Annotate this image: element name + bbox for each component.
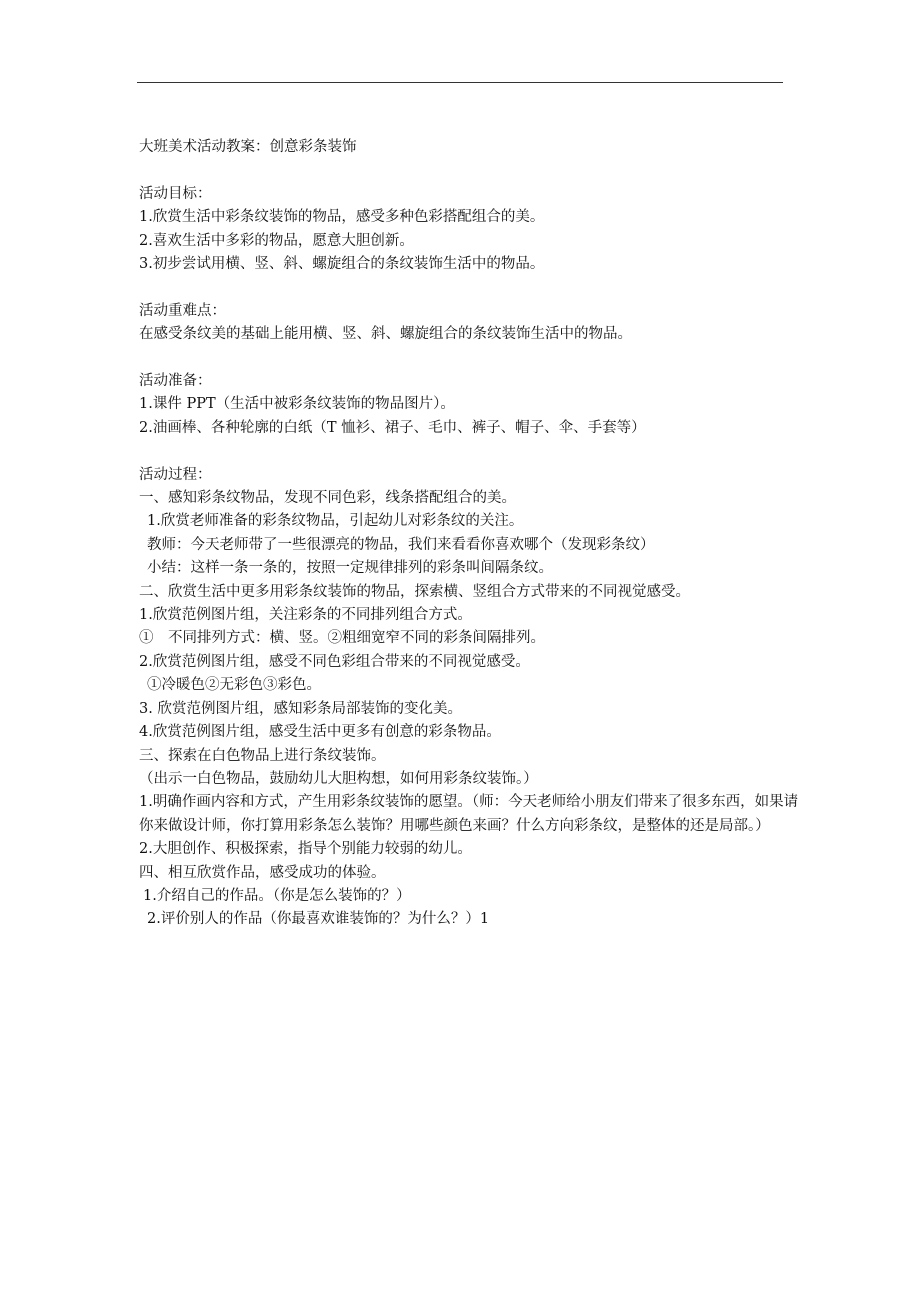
process-line: 3. 欣赏范例图片组，感知彩条局部装饰的变化美。 [139, 700, 462, 717]
process-line: 4.欣赏范例图片组，感受生活中更多有创意的彩条物品。 [139, 724, 501, 741]
process-line: ① 不同排列方式：横、竖。②粗细宽窄不同的彩条间隔排列。 [139, 630, 545, 647]
spacer [139, 276, 799, 299]
header-rule [137, 82, 783, 83]
process-line: 二、欣赏生活中更多用彩条纹装饰的物品，探索横、竖组合方式带来的不同视觉感受。 [139, 583, 690, 600]
goal-item: 1.欣赏生活中彩条纹装饰的物品，感受多种色彩搭配组合的美。 [139, 209, 545, 226]
process-line: 2.欣赏范例图片组，感受不同色彩组合带来的不同视觉感受。 [139, 653, 530, 670]
preparation-item: 1.课件 PPT（生活中被彩条纹装饰的物品图片）。 [139, 396, 455, 413]
goal-item: 2.喜欢生活中多彩的物品，愿意大胆创新。 [139, 232, 414, 249]
process-line: 小结：这样一条一条的，按照一定规律排列的彩条叫间隔条纹。 [147, 560, 553, 577]
preparation-item: 2.油画棒、各种轮廓的白纸（T 恤衫、裙子、毛巾、裤子、帽子、伞、手套等） [139, 419, 646, 436]
process-line: 1.欣赏范例图片组，关注彩条的不同排列组合方式。 [139, 607, 472, 624]
spacer [139, 440, 799, 463]
process-line: 2.大胆创作、积极探索，指导个别能力较弱的幼儿。 [139, 841, 472, 858]
process-line: （出示一白色物品，鼓励幼儿大胆构想，如何用彩条纹装饰。） [139, 770, 538, 787]
process-line: 1.欣赏老师准备的彩条纹物品，引起幼儿对彩条纹的关注。 [147, 513, 524, 530]
process-line: ①冷暖色②无彩色③彩色。 [147, 677, 321, 694]
process-line: 2.评价别人的作品（你最喜欢谁装饰的？为什么？）1 [147, 911, 490, 928]
process-line: 教师：今天老师带了一些很漂亮的物品，我们来看看你喜欢哪个（发现彩条纹） [147, 536, 655, 553]
process-heading: 活动过程： [139, 466, 212, 483]
key-points-text: 在感受条纹美的基础上能用横、竖、斜、螺旋组合的条纹装饰生活中的物品。 [139, 326, 632, 343]
goals-heading: 活动目标： [139, 185, 212, 202]
process-line: 四、相互欣赏作品，感受成功的体验。 [139, 864, 386, 881]
spacer [139, 159, 799, 182]
process-line: 1.明确作画内容和方式，产生用彩条纹装饰的愿望。（师：今天老师给小朋友们带来了很多东西，如果请你来做设计师，你打算用彩条怎么装饰？用哪些颜色来画？什么方向彩条纹，是整体的还是局部。） [139, 794, 799, 834]
key-points-heading: 活动重难点： [139, 302, 226, 319]
goal-item: 3.初步尝试用横、竖、斜、螺旋组合的条纹装饰生活中的物品。 [139, 256, 545, 273]
process-line: 1.介绍自己的作品。（你是怎么装饰的？） [143, 887, 411, 904]
process-line: 一、感知彩条纹物品，发现不同色彩，线条搭配组合的美。 [139, 490, 516, 507]
document-title: 大班美术活动教案：创意彩条装饰 [139, 139, 357, 155]
document-body [139, 136, 799, 932]
preparation-heading: 活动准备： [139, 373, 212, 390]
process-line: 三、探索在白色物品上进行条纹装饰。 [139, 747, 386, 764]
spacer [139, 347, 799, 370]
